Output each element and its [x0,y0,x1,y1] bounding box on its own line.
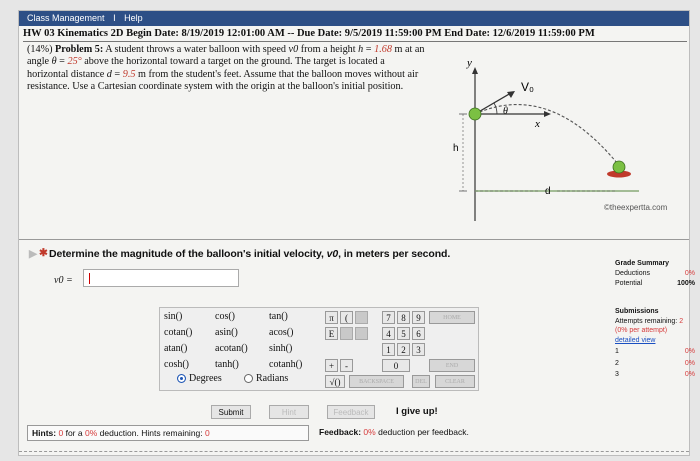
digit-8-button[interactable]: 8 [397,311,410,324]
fn-atan-button[interactable]: atan() [164,343,188,354]
fn-tan-button[interactable]: tan() [269,311,288,322]
equals-sign: = [365,44,372,55]
submission-score: 0% [684,348,695,355]
lparen-button[interactable]: ( [340,311,353,324]
problem-text: m at an angle [27,44,425,68]
fn-asin-button[interactable]: asin() [215,327,238,338]
potential-row [615,279,695,289]
fn-cotanh-button[interactable]: cotanh() [269,359,303,370]
hints-bar [27,425,309,441]
v0-symbol: v0 [288,44,299,55]
problem-label: Problem 5: [55,44,104,55]
hints-label: Hints: [32,428,57,438]
attempts-label: Attempts remaining: [615,317,678,325]
radians-label: Radians [256,373,289,384]
question-text: Determine the magnitude of the balloon's initial velocity, [49,248,324,260]
fn-cos-button[interactable]: cos() [215,311,235,322]
degrees-radio[interactable] [177,373,222,384]
rparen-button[interactable]: ) [355,311,368,324]
begin-date: 8/19/2019 12:01:00 AM [181,28,285,39]
attempts-value: 2 [679,317,684,325]
d-label: d [545,186,551,197]
grade-summary [615,259,695,289]
fn-cosh-button[interactable]: cosh() [164,359,189,370]
theta-symbol: θ [51,56,57,68]
detailed-view-link[interactable]: detailed view [615,336,656,344]
problem-text: m from the student's feet. Assume that the balloon moves without air resistance. Use a Cartesian coordinate system with the origin at the balloon's initial position. [27,68,419,93]
submit-button[interactable]: Submit [211,405,251,419]
sqrt-button[interactable]: √() [325,375,345,388]
end-label: End Date: [444,28,491,39]
star-icon: ✱ [39,247,48,259]
deductions-label: Deductions [615,270,651,277]
del-button[interactable]: DEL [412,375,430,388]
angle-value: 25° [67,56,82,68]
menu-help[interactable]: Help [124,13,143,23]
hints-text: deduction. Hints remaining: [99,428,203,438]
digit-6-button[interactable]: 6 [412,327,425,340]
submissions-panel [615,307,695,380]
submission-score: 0% [684,359,695,367]
angle-arc [494,103,497,114]
problem-statement: (14%) Problem 5: A student throws a water balloon with speed v0 from a height h = 1.68 m at an angle θ = 25° above the horizontal toward a target on the ground. The target is located a horizontal distance d = 9.5 m from the student's feet. Assume that the balloon moves without air resistance. Use a Cartesian coordinate system with the origin at the balloon's initial position. [27,44,425,93]
submission-score: 0% [684,371,695,378]
submissions-title: Submissions [615,308,659,315]
x-label: x [535,118,540,130]
deductions-value: 0% [684,270,695,277]
question-var: v0 [326,248,339,260]
e-button[interactable]: E [325,327,338,340]
fn-sin-button[interactable]: sin() [164,311,183,322]
problem-text: A student throws a water balloon with speed [105,44,286,55]
digit-7-button[interactable]: 7 [382,311,395,324]
feedback-pct: 0% [363,427,376,437]
end-button[interactable]: END [429,359,475,372]
grade-title: Grade Summary [615,260,670,267]
radians-radio[interactable] [244,373,288,384]
feedback-button[interactable]: Feedback [327,405,375,419]
menu-class-management[interactable]: Class Management [27,13,105,23]
feedback-label: Feedback: [319,427,362,437]
give-up-button[interactable]: I give up! [396,406,438,417]
attempts-row [615,317,695,327]
digit-5-button[interactable]: 5 [397,327,410,340]
digit-2-button[interactable]: 2 [397,343,410,356]
answer-label: v0 = [54,275,73,286]
figure-credit: ©theexpertta.com [604,203,668,212]
home-button[interactable]: HOME [429,311,475,324]
bottom-divider [19,451,689,452]
pi-button[interactable]: π [325,311,338,324]
per-attempt: (0% per attempt) [615,327,668,334]
submission-number: 2 [615,359,619,367]
minus-button[interactable]: - [340,359,353,372]
backspace-button[interactable]: BACKSPACE [349,375,404,388]
balloon [469,108,481,120]
distance-value: 9.5 [122,68,136,80]
digit-3-button[interactable]: 3 [412,343,425,356]
menubar [19,11,689,26]
x-axis-arrow [544,111,551,117]
due-label: -- Due Date: [287,28,343,39]
fn-cotan-button[interactable]: cotan() [164,327,193,338]
balloon-landed [613,161,625,173]
v0-label: V₀ [521,80,534,94]
feedback-bar [319,425,549,441]
feedback-text: deduction per feedback. [378,427,469,437]
potential-label: Potential [615,280,643,287]
problem-percent: (14%) [27,44,53,55]
digit-1-button[interactable]: 1 [382,343,395,356]
submission-number: 1 [615,348,619,355]
due-date: 9/5/2019 11:59:00 PM [344,28,442,39]
begin-label: Begin Date: [126,28,179,39]
fn-tanh-button[interactable]: tanh() [215,359,239,370]
problem-figure [439,41,691,221]
submission-number: 3 [615,371,619,378]
blank-key: ) [340,327,353,340]
end-date: 12/6/2019 11:59:00 PM [492,28,595,39]
menu-separator: I [113,13,116,23]
height-value: 1.68 [374,44,392,55]
hints-remaining: 0 [205,428,210,438]
clear-button[interactable]: CLEAR [435,375,475,388]
assignment-title: HW 03 Kinematics 2D [23,28,124,39]
deductions-row [615,269,695,279]
submission-rows [615,347,695,380]
degrees-label: Degrees [189,373,222,384]
assignment-header [23,27,687,42]
submission-row [615,359,695,369]
fn-sinh-button[interactable]: sinh() [269,343,293,354]
digit-9-button[interactable]: 9 [412,311,425,324]
hints-text: for a [65,428,83,438]
radio-selected-icon [177,374,186,383]
question-tail: , in meters per second. [338,248,451,260]
digit-0-button[interactable]: 0 [382,359,410,372]
hints-count: 0 [58,428,64,438]
h-label: h [453,143,459,154]
problem-text: from a height [300,44,356,55]
hint-button[interactable]: Hint [269,405,309,419]
hints-pct: 0% [84,428,98,438]
play-arrow-icon: ▶ [29,248,37,260]
digit-4-button[interactable]: 4 [382,327,395,340]
assignment-page [18,10,695,456]
problem-text: above the horizontal toward a target on the ground. The target is located a horizontal distance [27,56,385,80]
question-prompt [29,247,451,260]
divider [19,239,689,240]
d-symbol: d [106,68,112,80]
submission-row [615,347,695,357]
theta-label: θ [503,106,508,117]
y-label: y [467,57,472,69]
fn-acotan-button[interactable]: acotan() [215,343,248,354]
y-axis-arrow [472,67,478,74]
plus-button[interactable]: + [325,359,338,372]
radio-unselected-icon [244,374,253,383]
potential-value: 100% [677,280,695,287]
submission-row [615,370,695,380]
text-cursor [89,273,90,284]
blank-key: ) [355,327,368,340]
fn-acos-button[interactable]: acos() [269,327,294,338]
answer-input[interactable] [83,269,239,287]
h-symbol: h [358,44,364,55]
